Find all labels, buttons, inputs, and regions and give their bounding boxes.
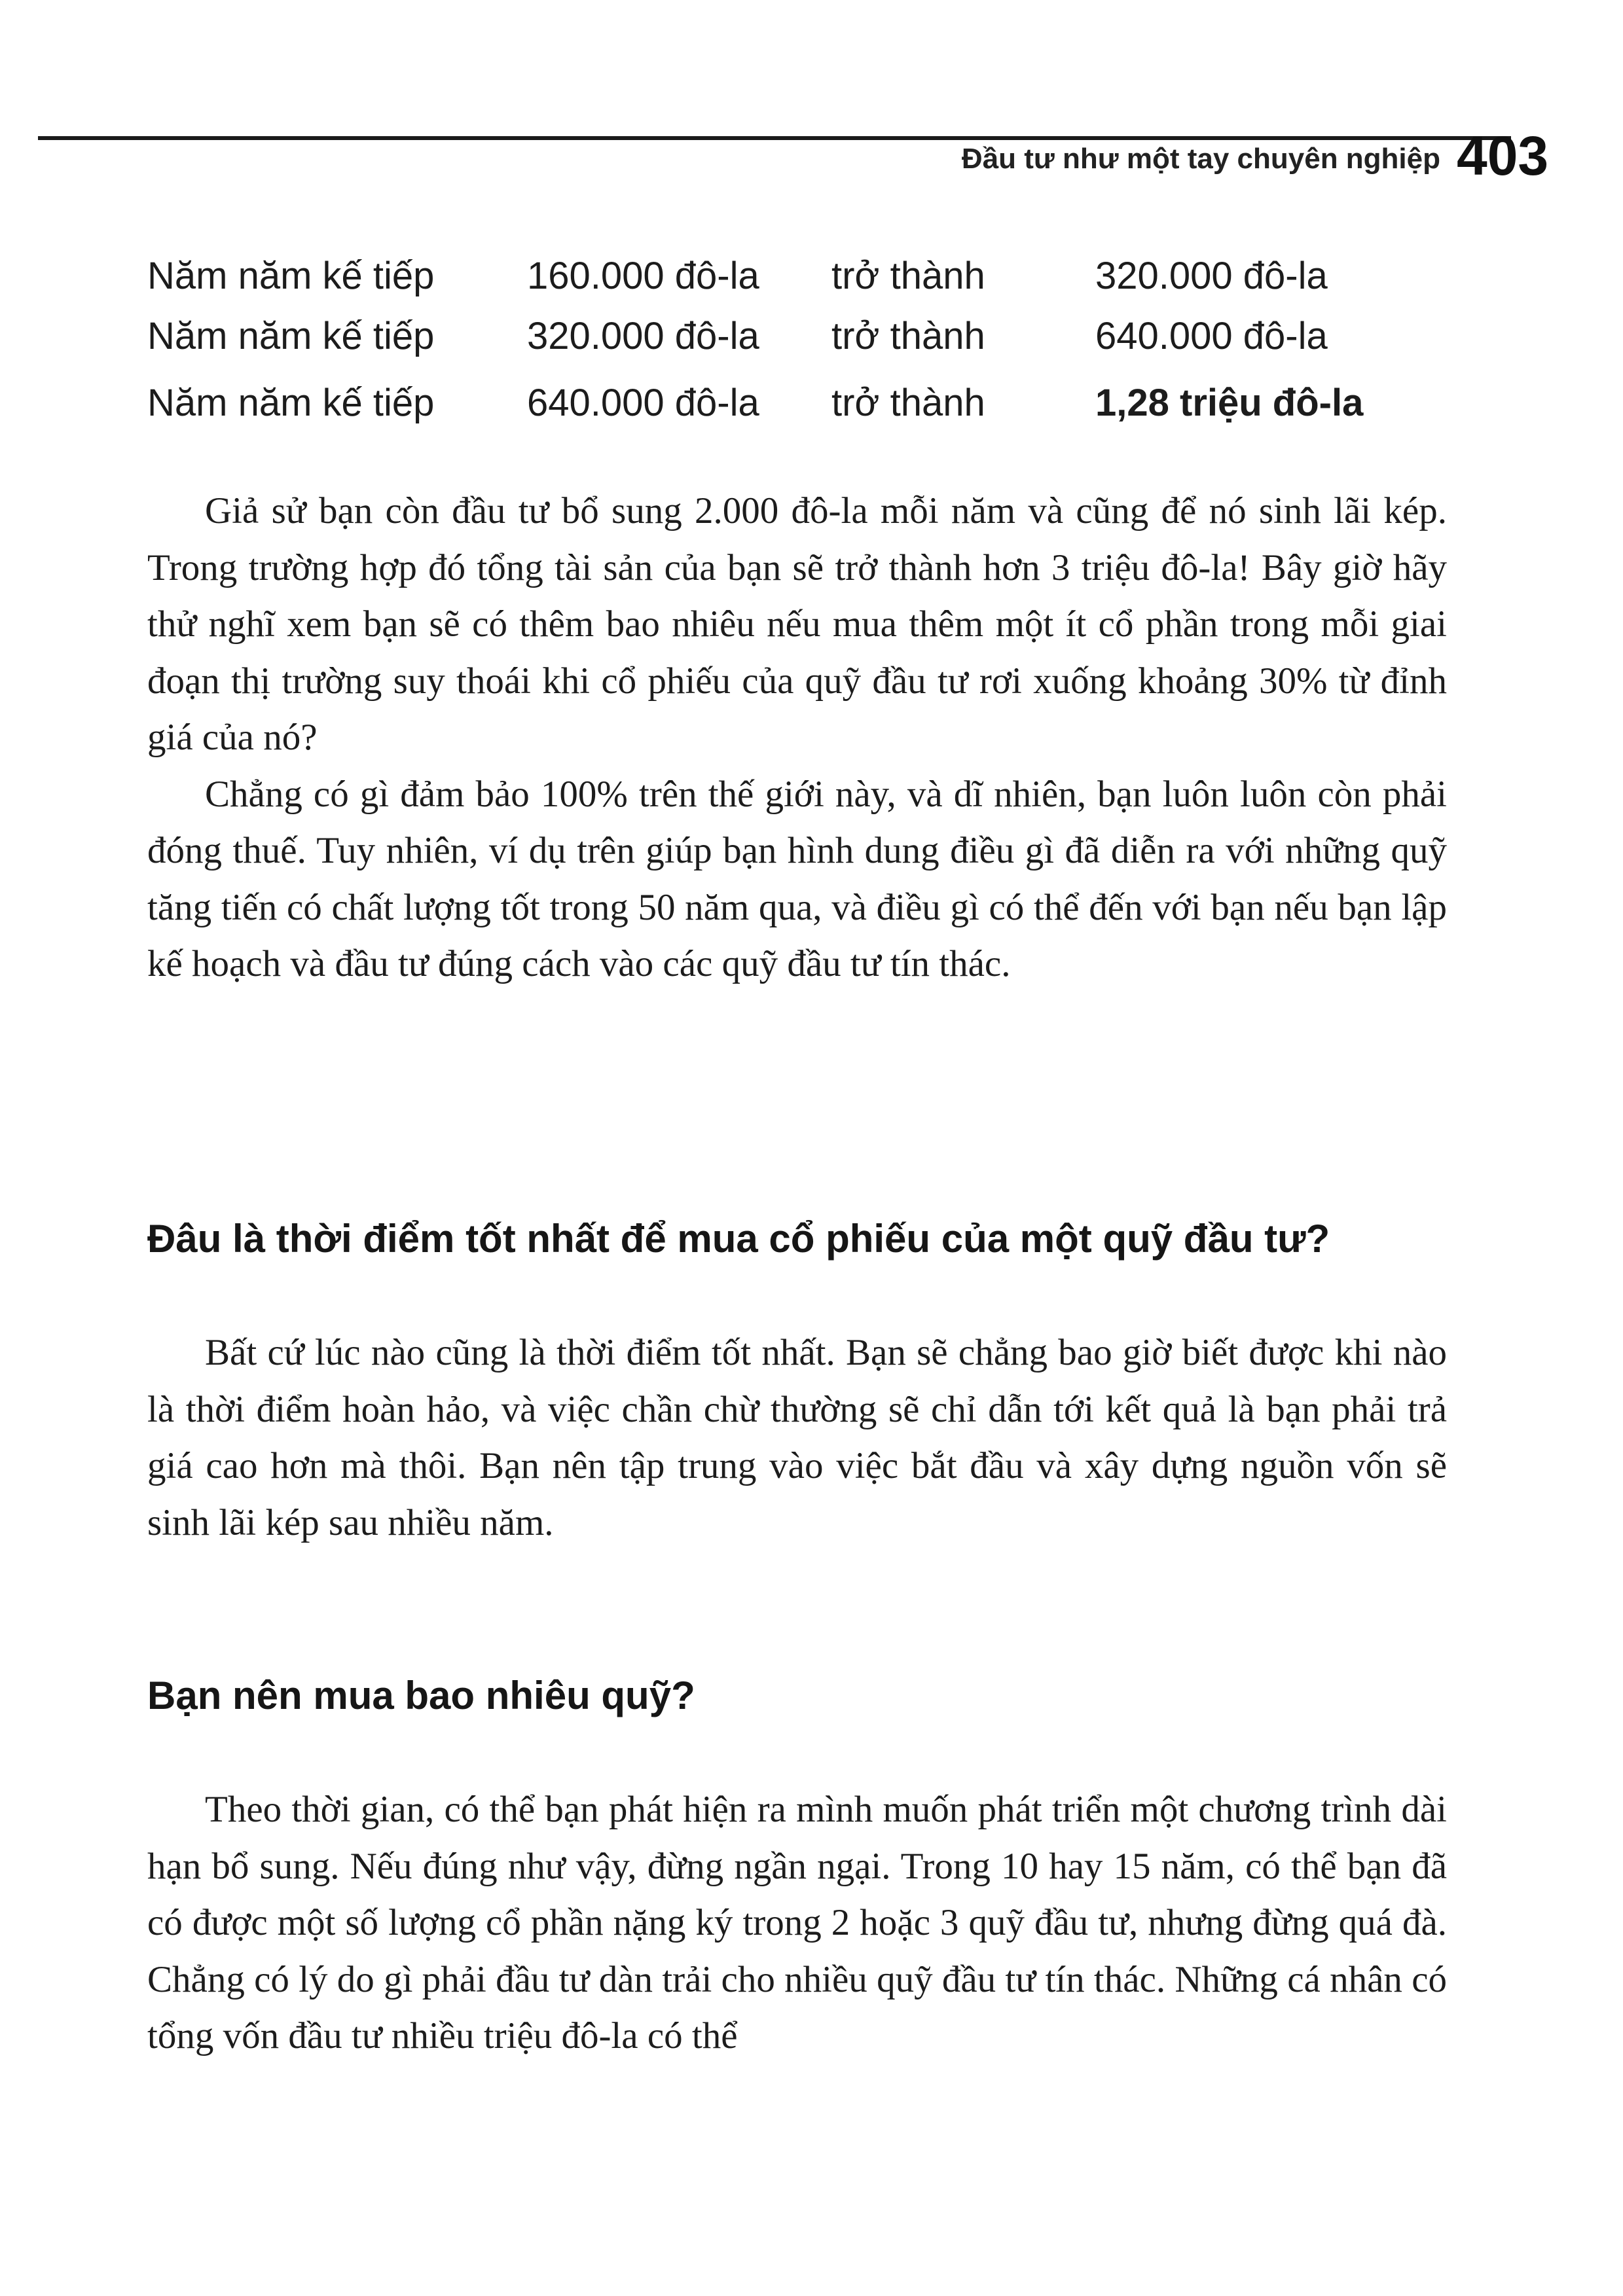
paragraph: Bất cứ lúc nào cũng là thời điểm tốt nhất. Bạn sẽ chẳng bao giờ biết được khi nào là thời điểm hoàn hảo, và việc chần chừ thường sẽ chỉ dẫn tới kết quả là bạn phải trả giá cao hơn mà thôi. Bạn nên tập trung vào việc bắt đầu và xây dựng nguồn vốn sẽ sinh lãi kép sau nhiều năm. — [147, 1332, 1447, 1543]
table-cell-to-total: 1,28 triệu đô-la — [1095, 382, 1364, 424]
table-cell-period: Năm năm kế tiếp — [147, 315, 435, 357]
table-cell-from: 640.000 đô-la — [527, 382, 759, 424]
header-rule — [38, 136, 1511, 140]
paragraph: Giả sử bạn còn đầu tư bổ sung 2.000 đô-la mỗi năm và cũng để nó sinh lãi kép. Trong trường hợp đó tổng tài sản của bạn sẽ trở thành hơn 3 triệu đô-la! Bây giờ hãy thử nghĩ xem bạn sẽ có thêm bao nhiêu nếu mua thêm một ít cổ phần trong mỗi giai đoạn thị trường suy thoái khi cổ phiếu của quỹ đầu tư rơi xuống khoảng 30% từ đỉnh giá của nó? — [147, 490, 1447, 758]
body-text-block — [147, 1325, 1447, 1551]
paragraph: Theo thời gian, có thể bạn phát hiện ra mình muốn phát triển một chương trình dài hạn bổ sung. Nếu đúng như vậy, đừng ngần ngại. Trong 10 hay 15 năm, có thể bạn đã có được một số lượng cổ phần nặng ký trong 2 hoặc 3 quỹ đầu tư, nhưng đừng quá đà. Chẳng có lý do gì phải đầu tư dàn trải cho nhiều quỹ đầu tư tín thác. Những cá nhân có tổng vốn đầu tư nhiều triệu đô-la có thể — [147, 1789, 1447, 2056]
table-cell-verb: trở thành — [831, 255, 985, 297]
running-head: Đầu tư như một tay chuyên nghiệp — [961, 143, 1440, 175]
table-cell-verb: trở thành — [831, 315, 985, 357]
body-text-block — [147, 483, 1447, 993]
section-heading: Bạn nên mua bao nhiêu quỹ? — [147, 1674, 695, 1717]
table-cell-to: 320.000 đô-la — [1095, 255, 1328, 297]
table-cell-verb: trở thành — [831, 382, 985, 424]
table-cell-from: 160.000 đô-la — [527, 255, 759, 297]
paragraph: Chẳng có gì đảm bảo 100% trên thế giới này, và dĩ nhiên, bạn luôn luôn còn phải đóng thuế. Tuy nhiên, ví dụ trên giúp bạn hình dung điều gì đã diễn ra với những quỹ tăng tiến có chất lượng tốt trong 50 năm qua, và điều gì có thể đến với bạn nếu bạn lập kế hoạch và đầu tư đúng cách vào các quỹ đầu tư tín thác. — [147, 773, 1447, 984]
table-cell-period: Năm năm kế tiếp — [147, 382, 435, 424]
table-cell-to: 640.000 đô-la — [1095, 315, 1328, 357]
body-text-block — [147, 1782, 1447, 2065]
table-cell-period: Năm năm kế tiếp — [147, 255, 435, 297]
section-heading: Đâu là thời điểm tốt nhất để mua cổ phiếu của một quỹ đầu tư? — [147, 1217, 1330, 1261]
table-cell-from: 320.000 đô-la — [527, 315, 759, 357]
page-number: 403 — [1457, 125, 1549, 187]
